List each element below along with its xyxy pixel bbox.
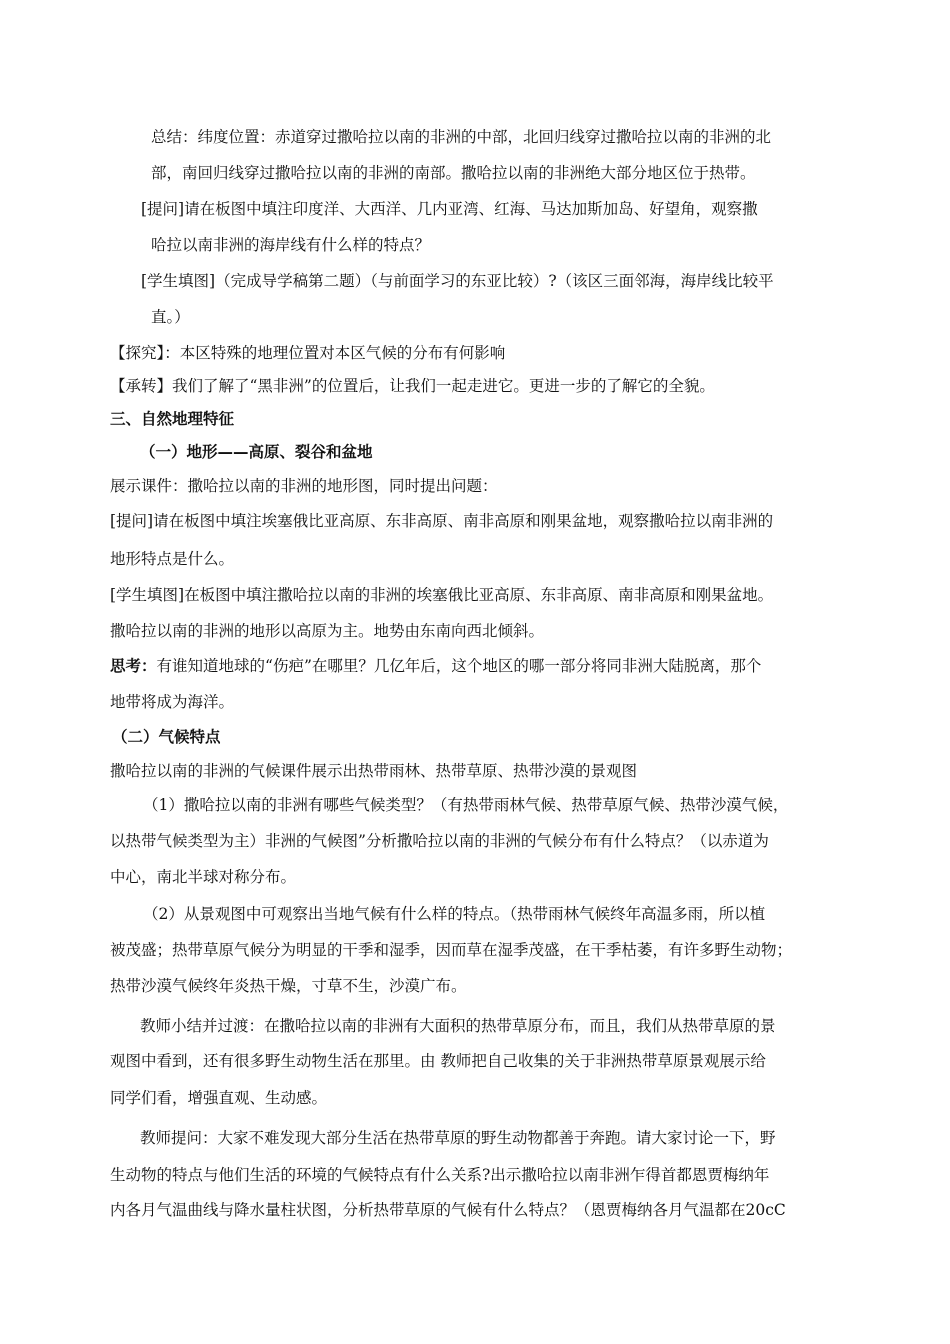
text-line: 教师小结并过渡：在撒哈拉以南的非洲有大面积的热带草原分布，而且，我们从热带草原的景 [140,1017,776,1035]
subsection-heading: （二）气候特点 [112,728,221,746]
text-line: 地形特点是什么。 [110,550,235,568]
text-line: 【承转】我们了解了“黑非洲”的位置后，让我们一起走进它。更进一步的了解它的全貌。 [110,377,715,395]
text-line: 部，南回归线穿过撒哈拉以南的非洲的南部。撒哈拉以南的非洲绝大部分地区位于热带。 [151,164,756,182]
text-line: [提问]请在板图中填注埃塞俄比亚高原、东非高原、南非高原和刚果盆地，观察撒哈拉以南非洲的 [110,512,774,530]
text-line [110,654,761,676]
text-line: 地带将成为海洋。 [110,693,235,711]
text-line: 展示课件：撒哈拉以南的非洲的地形图，同时提出问题： [110,477,498,495]
text-line: 教师提问：大家不难发现大部分生活在热带草原的野生动物都善于奔跑。请大家讨论一下，野 [140,1129,776,1147]
text-line: [学生填图]在板图中填注撒哈拉以南的非洲的埃塞俄比亚高原、东非高原、南非高原和刚果盆地。 [110,586,774,604]
text-line: 撒哈拉以南的非洲的地形以高原为主。地势由东南向西北倾斜。 [110,622,545,640]
text-line: 直。） [151,308,190,326]
text-line: 热带沙漠气候终年炎热干燥，寸草不生，沙漠广布。 [110,977,467,995]
text-line: [学生填图]（完成导学稿第二题）（与前面学习的东亚比较）?（该区三面邻海，海岸线比较平 [141,272,774,290]
text-line: 总结：纬度位置：赤道穿过撒哈拉以南的非洲的中部，北回归线穿过撒哈拉以南的非洲的北 [151,128,772,146]
text-line: 【探究】：本区特殊的地理位置对本区气候的分布有何影响 [110,344,506,362]
text-line: [提问]请在板图中填注印度洋、大西洋、几内亚湾、红海、马达加斯加岛、好望角，观察撒 [141,200,758,218]
text-line: 中心，南北半球对称分布。 [110,868,297,886]
think-text: 有谁知道地球的“伤疤”在哪里？几亿年后，这个地区的哪一部分将同非洲大陆脱离，那个 [156,657,762,675]
text-line: 同学们看，增强直观、生动感。 [110,1089,328,1107]
section-heading: 三、自然地理特征 [110,410,235,428]
text-line: 撒哈拉以南的非洲的气候课件展示出热带雨林、热带草原、热带沙漠的景观图 [110,762,638,780]
subsection-heading: （一）地形——高原、裂谷和盆地 [140,443,373,461]
text-line: （1）撒哈拉以南的非洲有哪些气候类型？（有热带雨林气候、热带草原气候、热带沙漠气候， [143,796,789,814]
text-line: 被茂盛；热带草原气候分为明显的干季和湿季，因而草在湿季茂盛，在干季枯萎，有许多野生动物； [110,941,793,959]
text-line: 观图中看到，还有很多野生动物生活在那里。由 教师把自己收集的关于非洲热带草原景观展示给 [110,1052,766,1070]
text-line: 哈拉以南非洲的海岸线有什么样的特点？ [151,236,431,254]
text-line: （2）从景观图中可观察出当地气候有什么样的特点。（热带雨林气候终年高温多雨，所以植 [143,905,766,923]
text-line: 以热带气候类型为主）非洲的气候图”分析撒哈拉以南的非洲的气候分布有什么特点？（以赤道为 [110,832,769,850]
think-label: 思考： [110,657,157,675]
text-line: 内各月气温曲线与降水量柱状图，分析热带草原的气候有什么特点？（恩贾梅纳各月气温都在20cC [110,1201,786,1219]
text-line: 生动物的特点与他们生活的环境的气候特点有什么关系?出示撒哈拉以南非洲乍得首都恩贾梅纳年 [110,1166,770,1184]
